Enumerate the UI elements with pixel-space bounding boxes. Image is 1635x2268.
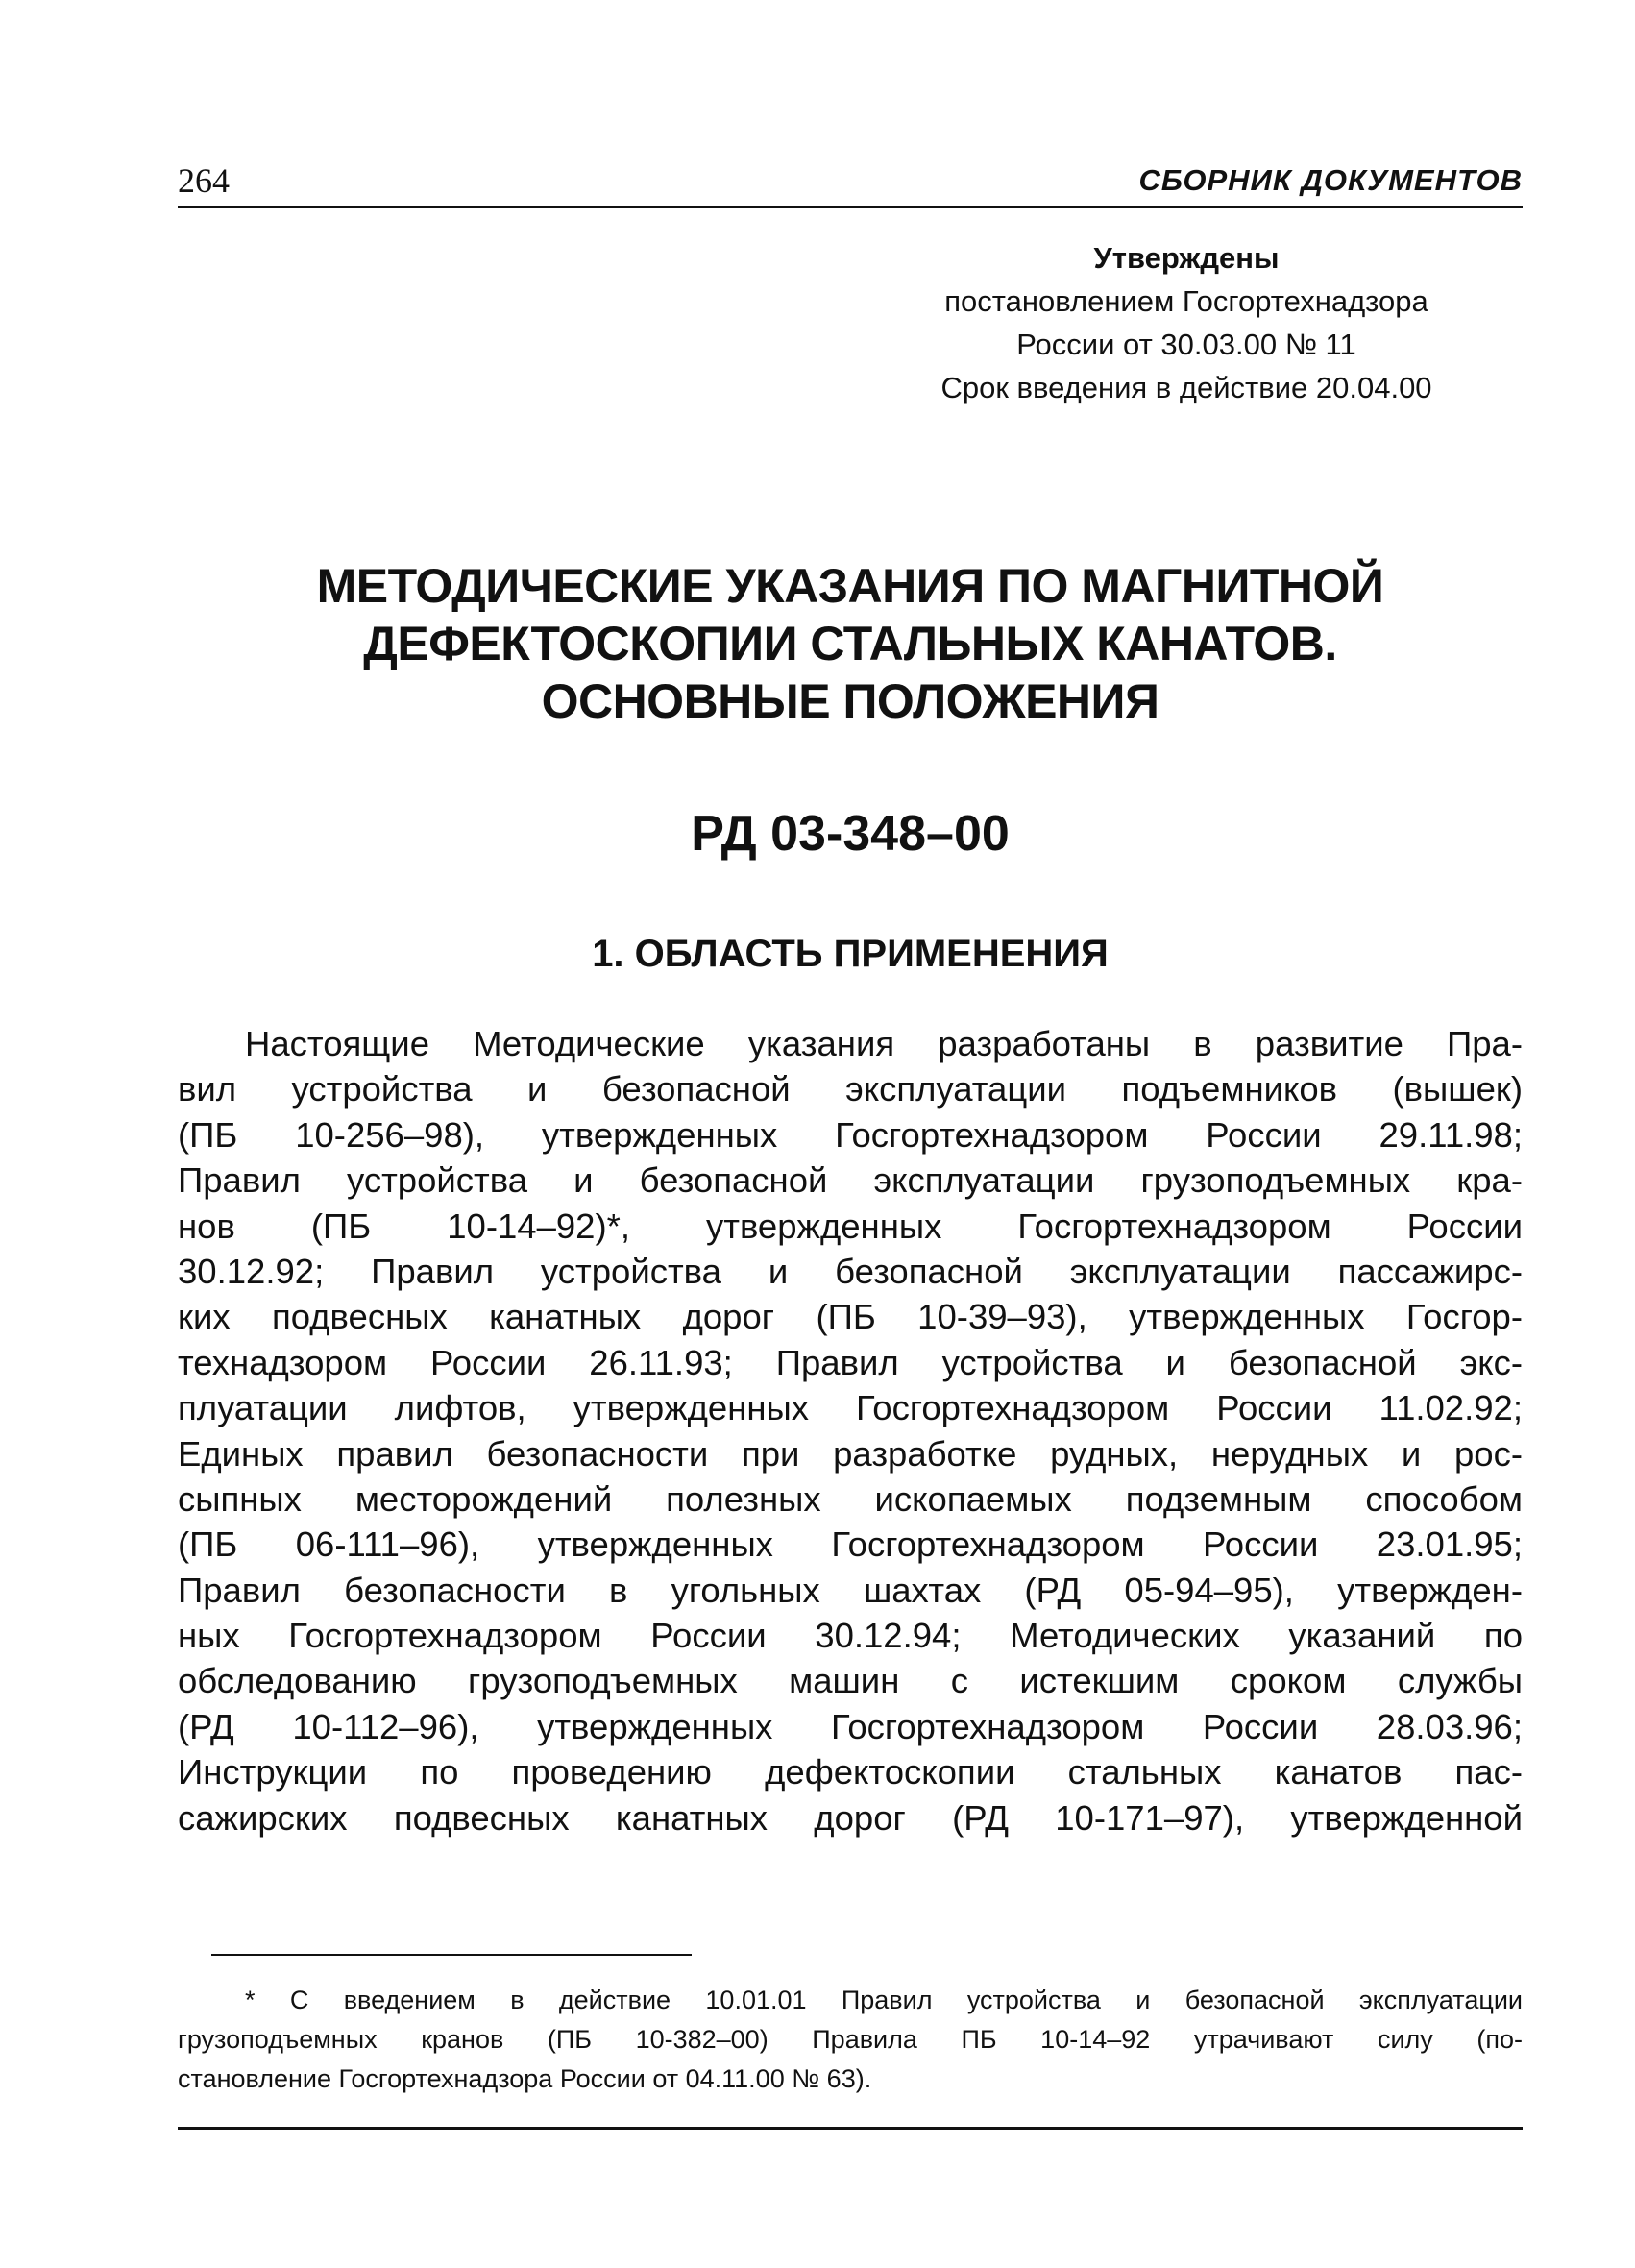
collection-title: СБОРНИК ДОКУМЕНТОВ — [1138, 163, 1523, 197]
body-line: нов (ПБ 10-14–92)*, утвержденных Госгортехнадзором России — [178, 1206, 1523, 1246]
body-line: Правил устройства и безопасной эксплуатации грузоподъемных кра- — [178, 1160, 1523, 1201]
body-line: (ПБ 10-256–98), утвержденных Госгортехнадзором России 29.11.98; — [178, 1114, 1523, 1155]
section-body — [178, 1021, 1523, 1841]
body-line: сыпных месторождений полезных ископаемых подземным способом — [178, 1478, 1523, 1519]
section-heading: 1. ОБЛАСТЬ ПРИМЕНЕНИЯ — [592, 933, 1109, 975]
body-line: (РД 10-112–96), утвержденных Госгортехнадзором России 28.03.96; — [178, 1706, 1523, 1746]
document-page — [178, 154, 1523, 2093]
body-line: ких подвесных канатных дорог (ПБ 10-39–93), утвержденных Госгор- — [178, 1297, 1523, 1337]
bottom-rule — [178, 2127, 1523, 2130]
body-line: Единых правил безопасности при разработке рудных, нерудных и рос- — [178, 1433, 1523, 1474]
body-line: Инструкции по проведению дефектоскопии стальных канатов пас- — [178, 1752, 1523, 1792]
footnote-line: грузоподъемных кранов (ПБ 10-382–00) Правила ПБ 10-14–92 утрачивают силу (по- — [178, 2025, 1523, 2054]
approval-line: Срок введения в действие 20.04.00 — [940, 371, 1432, 404]
approval-line: постановлением Госгортехнадзора — [944, 284, 1428, 318]
body-line: Настоящие Методические указания разработаны в развитие Пра- — [245, 1024, 1523, 1063]
body-line: 30.12.92; Правил устройства и безопасной эксплуатации пассажирс- — [178, 1251, 1523, 1291]
header-rule — [178, 206, 1523, 208]
footnote-line: * С введением в действие 10.01.01 Правил устройства и безопасной эксплуатации — [245, 1986, 1523, 2014]
running-head — [178, 154, 1523, 200]
approval-block — [850, 236, 1523, 409]
footnote-line: становление Госгортехнадзора России от 04.11.00 № 63). — [178, 2064, 872, 2093]
footnote — [178, 1981, 1523, 2099]
document-title-line: ДЕФЕКТОСКОПИИ СТАЛЬНЫХ КАНАТОВ. — [363, 617, 1337, 671]
body-line: ных Госгортехнадзором России 30.12.94; Методических указаний по — [178, 1616, 1523, 1656]
approval-line: Утверждены — [1093, 241, 1280, 275]
body-line: технадзором России 26.11.93; Правил устройства и безопасной экс- — [178, 1342, 1523, 1382]
body-line: (ПБ 06-111–96), утвержденных Госгортехнадзором России 23.01.95; — [178, 1524, 1523, 1565]
body-line: сажирских подвесных канатных дорог (РД 10-171–97), утвержденной — [178, 1797, 1523, 1838]
document-title-line: ОСНОВНЫЕ ПОЛОЖЕНИЯ — [541, 674, 1159, 728]
body-line: плуатации лифтов, утвержденных Госгортехнадзором России 11.02.92; — [178, 1388, 1523, 1428]
body-line: вил устройства и безопасной эксплуатации подъемников (вышек) — [178, 1069, 1523, 1110]
body-line: обследованию грузоподъемных машин с истекшим сроком службы — [178, 1661, 1523, 1701]
page-number: 264 — [178, 161, 230, 200]
approval-line: России от 30.03.00 № 11 — [1016, 328, 1356, 361]
footnote-separator — [211, 1954, 692, 1956]
body-line: Правил безопасности в угольных шахтах (РД 05-94–95), утвержден- — [178, 1570, 1523, 1610]
document-code: РД 03-348–00 — [691, 806, 1010, 862]
document-title-line: МЕТОДИЧЕСКИЕ УКАЗАНИЯ ПО МАГНИТНОЙ — [316, 559, 1384, 613]
document-title — [178, 557, 1523, 730]
